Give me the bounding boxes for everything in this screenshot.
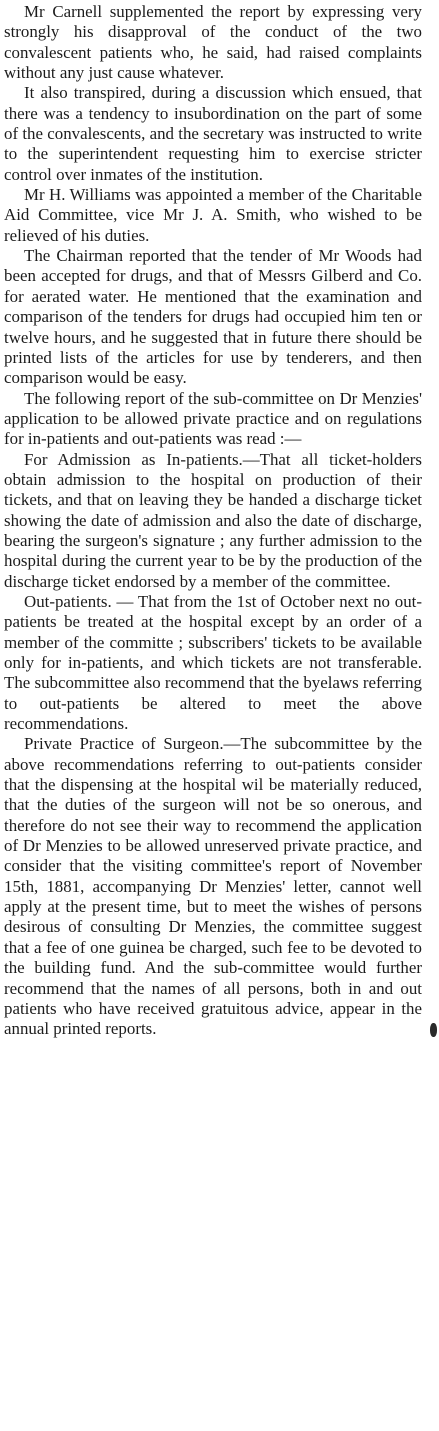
- paragraph-in-patients: For Admission as In-patients.—That all ticket-holders obtain admission to the hospital on production of their tickets, and that on leaving they be handed a discharge ticket showing the date of admission and also the date of discharge, bearing the surgeon's signature ; any further admission to the hospital during the current year to be by the production of the discharge ticket endorsed by a member of the committee.: [4, 449, 422, 591]
- paragraph-private-practice: Private Practice of Surgeon.—The subcommittee by the above recommendations referring to out-patients consider that the dispensing at the hospital wil be materially reduced, that the duties of the surgeon will not be so onerous, and therefore do not see their way to recommend the application of Dr Menzies to be allowed unreserved private practice, and consider that the visiting committee's report of November 15th, 1881, accompanying Dr Menzies' letter, cannot well apply at the present time, but to meet the wishes of persons desirous of consulting Dr Menzies, the committee suggest that a fee of one guinea be charged, such fee to be devoted to the building fund. And the sub-committee would further recommend that the names of all persons, both in and out patients who have received gratuitous advice, appear in the annual printed reports.: [4, 734, 422, 1039]
- paragraph-tenders: The Chairman reported that the tender of Mr Woods had been accepted for drugs, and that of Messrs Gilberd and Co. for aerated water. He mentioned that the examination and comparison of the tenders for drugs had occupied him ten or twelve hours, and he suggested that in future there should be printed lists of the articles for use by tenderers, and then comparison would be easy.: [4, 246, 422, 388]
- paragraph-insubordination: It also transpired, during a discussion which ensued, that there was a tendency to insubordination on the part of some of the convalescents, and the secretary was instructed to write to the superintendent requesting him to exercise stricter control over inmates of the institution.: [4, 83, 422, 184]
- paragraph-carnell: Mr Carnell supplemented the report by expressing very strongly his disapproval of the conduct of the two convalescent patients who, he said, had raised complaints without any just cause whatever.: [4, 2, 422, 83]
- paragraph-williams-appointment: Mr H. Williams was appointed a member of the Charitable Aid Committee, vice Mr J. A. Smith, who wished to be relieved of his duties.: [4, 185, 422, 245]
- newspaper-column: [4, 2, 422, 1040]
- paragraph-out-patients: Out-patients. — That from the 1st of October next no out-patients be treated at the hospital except by an order of a member of the committe ; subscribers' tickets to be available only for in-patients, and which tickets are not transferable. The subcommittee also recommend that the byelaws referring to out-patients be altered to meet the above recommendations.: [4, 591, 422, 734]
- ink-speck: [430, 1023, 437, 1037]
- paragraph-subcommittee-report-intro: The following report of the sub-committee on Dr Menzies' application to be allowed private practice and on regulations for in-patients and out-patients was read :—: [4, 388, 422, 449]
